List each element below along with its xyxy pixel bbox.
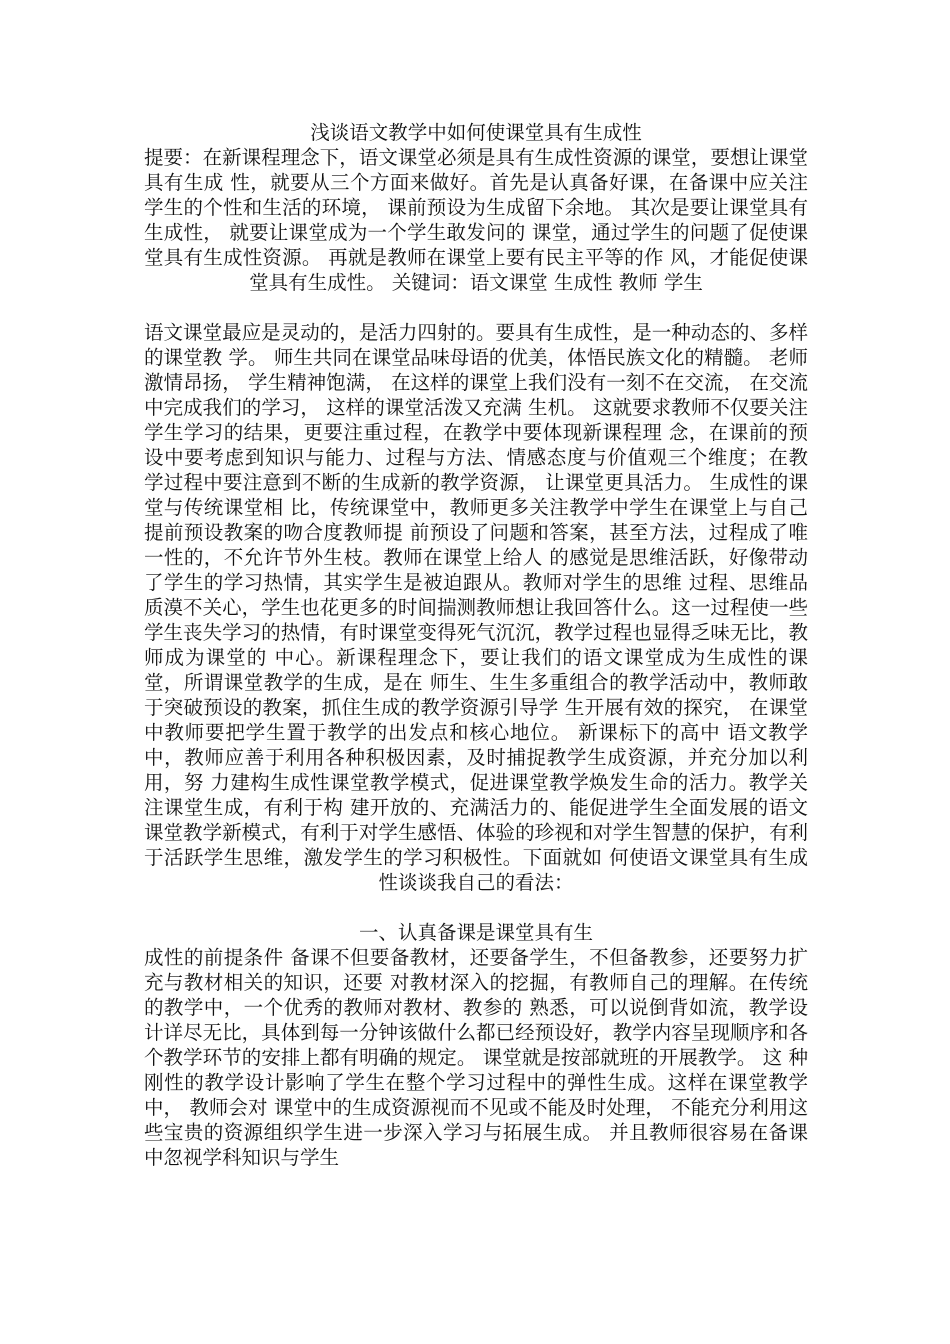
abstract-paragraph: 提要：在新课程理念下，语文课堂必须是具有生成性资源的课堂，要想让课堂具有生成 性，就要从三个方面来做好。首先是认真备好课，在备课中应关注学生的个性和生活的环境， 课前预设为生成留下余地。 其次是要让课堂具有生成性， 就要让课堂成为一个学生敢发问的 课堂，通过学生的问题了促使课堂具有生成性资源。 再就是教师在课堂上要有民主平等的作 风，才能促使课堂具有生成性。 关键词：语文课堂 生成性 教师 学生 (144, 146, 808, 294)
document-title: 浅谈语文教学中如何使课堂具有生成性 (310, 121, 642, 144)
intro-paragraph: 语文课堂最应是灵动的，是活力四射的。要具有生成性，是一种动态的、多样的课堂教 学。 师生共同在课堂品味母语的优美，体悟民族文化的精髓。 老师激情昂扬， 学生精神饱满， 在这样的课堂上我们没有一刻不在交流， 在交流中完成我们的学习， 这样的课堂活泼又充满 生机。 这就要求教师不仅要关注学生学习的结果，更要注重过程，在教学中要体现新课程理 念，在课前的预设中要考虑到知识与能力、过程与方法、情感态度与价值观三个维度；在教 学过程中要注意到不断的生成新的教学资源， 让课堂更具活力。 生成性的课堂与传统课堂相 比，传统课堂中，教师更多关注教学中学生在课堂上与自己提前预设教案的吻合度教师提 前预设了问题和答案，甚至方法，过程成了唯一性的，不允许节外生枝。教师在课堂上给人 的感觉是思维活跃，好像带动了学生的学习热情，其实学生是被迫跟从。教师对学生的思维 过程、思维品质漠不关心，学生也花更多的时间揣测教师想让我回答什么。这一过程使一些 学生丧失学习的热情，有时课堂变得死气沉沉，教学过程也显得乏味无比，教师成为课堂的 中心。新课程理念下，要让我们的语文课堂成为生成性的课堂，所谓课堂教学的生成，是在 师生、生生多重组合的教学活动中，教师敢于突破预设的教案，抓住生成的教学资源引导学 生开展有效的探究， 在课堂中教师要把学生置于教学的出发点和核心地位。 新课标下的高中 语文教学中，教师应善于利用各种积极因素，及时捕捉教学生成资源，并充分加以利用，努 力建构生成性课堂教学模式，促进课堂教学焕发生命的活力。教学关注课堂生成，有利于构 建开放的、充满活力的、能促进学生全面发展的语文课堂教学新模式，有利于对学生感悟、体验的珍视和对学生智慧的保护，有利于活跃学生思维，激发学生的学习积极性。下面就如 何使语文课堂具有生成性谈谈我自己的看法： (144, 321, 808, 894)
section-heading: 一、认真备课是课堂具有生 (358, 921, 593, 944)
document-page (144, 120, 808, 1170)
paragraph-spacer (144, 295, 808, 320)
paragraph-spacer (144, 895, 808, 920)
section-paragraph: 成性的前提条件 备课不但要备教材，还要备学生，不但备教参，还要努力扩充与教材相关的知识，还要 对教材深入的挖掘，有教师自己的理解。在传统的教学中，一个优秀的教师对教材、教参的 熟悉，可以说倒背如流，教学设计详尽无比，具体到每一分钟该做什么都已经预设好，教学内容呈现顺序和各个教学环节的安排上都有明确的规定。 课堂就是按部就班的开展教学。 这 种刚性的教学设计影响了学生在整个学习过程中的弹性生成。这样在课堂教学中， 教师会对 课堂中的生成资源视而不见或不能及时处理， 不能充分利用这些宝贵的资源组织学生进一步深入学习与拓展生成。 并且教师很容易在备课中忽视学科知识与学生 (144, 946, 808, 1169)
